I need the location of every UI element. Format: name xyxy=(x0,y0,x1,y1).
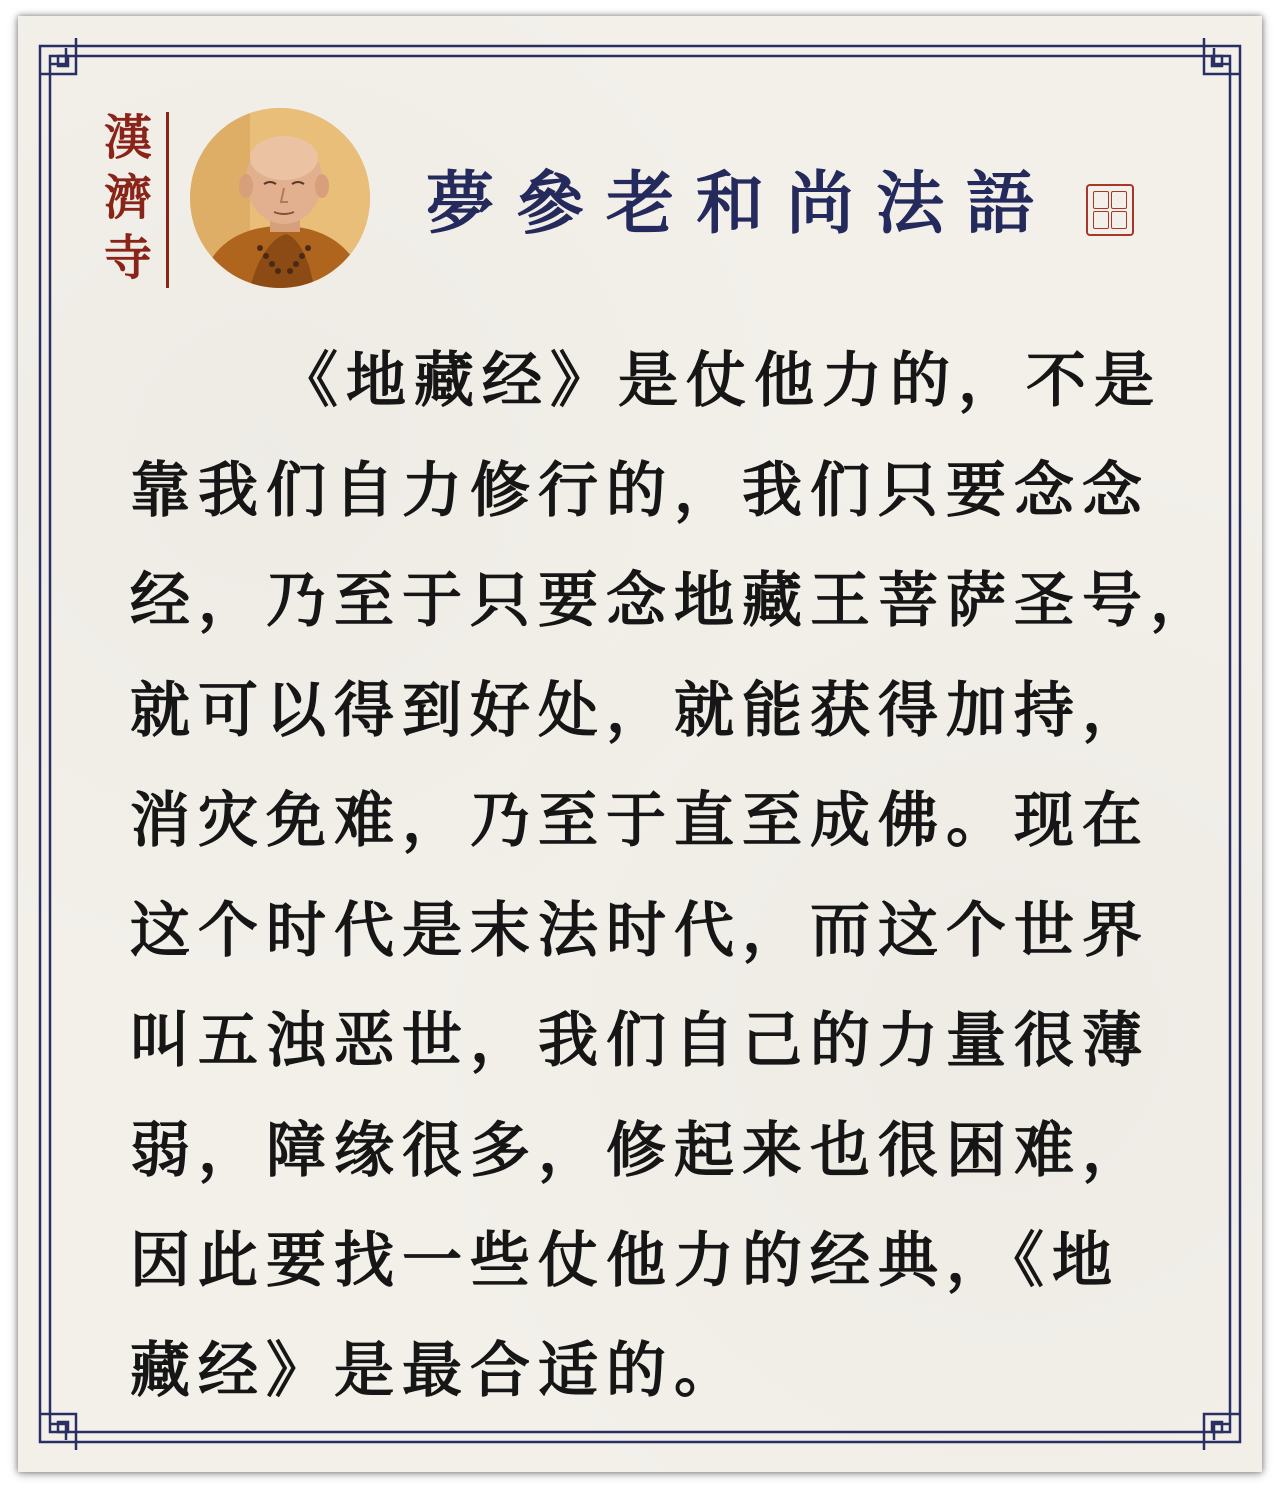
temple-name-char: 漢 xyxy=(103,110,152,166)
text-line: 弱，障缘很多，修起来也很困难， xyxy=(130,1116,1150,1186)
text-line: 《地藏经》是仗他力的，不是 xyxy=(278,346,1162,416)
temple-name-vertical xyxy=(100,108,156,288)
text-line: 消灾免难，乃至于直至成佛。现在 xyxy=(130,786,1150,856)
text-line: 藏经》是最合适的。 xyxy=(130,1336,742,1406)
monk-portrait-photo xyxy=(190,108,370,288)
text-line: 这个时代是末法时代，而这个世界 xyxy=(130,896,1150,966)
text-line: 因此要找一些仗他力的经典，《地 xyxy=(130,1226,1120,1296)
text-line: 经，乃至于只要念地藏王菩萨圣号， xyxy=(130,566,1218,636)
temple-name-char: 濟 xyxy=(103,170,152,226)
text-line: 靠我们自力修行的，我们只要念念 xyxy=(130,456,1150,526)
portrait-illustration xyxy=(190,108,370,288)
red-seal-stamp-icon xyxy=(1086,184,1134,236)
dharma-teaching-text xyxy=(130,326,1218,1426)
text-line: 就可以得到好处，就能获得加持， xyxy=(130,676,1150,746)
dharma-card xyxy=(18,16,1262,1472)
red-divider-line xyxy=(166,112,169,288)
page-title: 夢參老和尚法語 xyxy=(426,163,1057,244)
temple-name-char: 寺 xyxy=(103,230,152,286)
text-line: 叫五浊恶世，我们自己的力量很薄 xyxy=(130,1006,1150,1076)
